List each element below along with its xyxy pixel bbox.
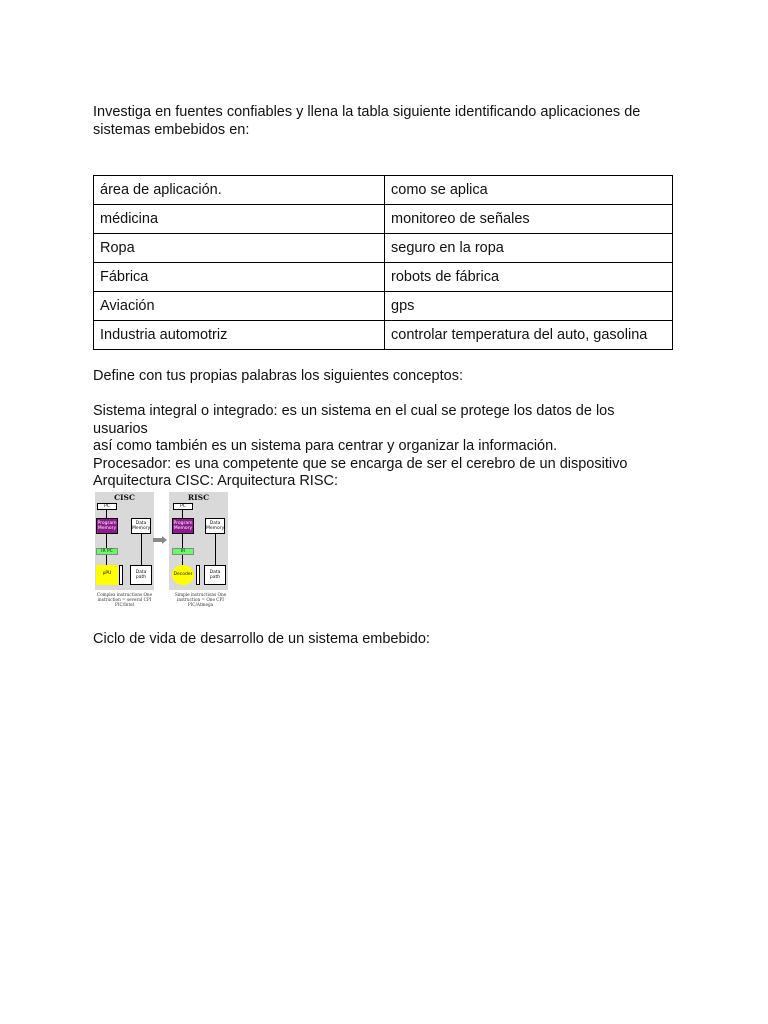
cisc-upu-box: µPU (96, 565, 118, 585)
table-row (94, 234, 673, 263)
risc-data-memory: Data Memory (205, 518, 225, 534)
cell-como-se-aplica: controlar temperatura del auto, gasolina (385, 321, 673, 350)
cell-como-se-aplica: como se aplica (385, 176, 673, 205)
table-row (94, 292, 673, 321)
risc-decoder-box: Decoder (172, 565, 194, 585)
define-heading: Define con tus propias palabras los siguientes conceptos: (93, 368, 463, 384)
concept-sistema-line1: Sistema integral o integrado: es un sistema en el cual se protege los datos de los usuarios (93, 403, 615, 437)
cisc-ir-box: IR PC (96, 548, 118, 555)
cell-area: área de aplicación. (94, 176, 385, 205)
cisc-panel (95, 492, 154, 590)
arrow-right-icon (153, 536, 167, 544)
risc-register (196, 565, 200, 585)
concept-arquitectura: Arquitectura CISC: Arquitectura RISC: (93, 473, 338, 489)
cell-como-se-aplica: gps (385, 292, 673, 321)
cell-como-se-aplica: monitoreo de señales (385, 205, 673, 234)
cell-como-se-aplica: seguro en la ropa (385, 234, 673, 263)
cell-como-se-aplica: robots de fábrica (385, 263, 673, 292)
intro-paragraph: Investiga en fuentes confiables y llena la tabla siguiente identificando aplicaciones de sistemas embebidos en: (93, 104, 641, 138)
applications-table (93, 175, 673, 350)
concepts-block (93, 403, 673, 491)
table-row (94, 205, 673, 234)
table-row (94, 176, 673, 205)
risc-caption: Simple instructions One instruction = One CPI PIC/Atmega (174, 592, 227, 607)
cisc-register (119, 565, 123, 585)
concept-sistema-line2: así como también es un sistema para centrar y organizar la información. (93, 438, 558, 454)
cell-area: médicina (94, 205, 385, 234)
risc-title: RISC (187, 493, 210, 502)
cell-area: Industria automotriz (94, 321, 385, 350)
cisc-program-memory: Program Memory (96, 518, 118, 534)
table-row (94, 321, 673, 350)
cisc-title: CISC (114, 493, 135, 502)
risc-ir-box: IR (172, 548, 194, 555)
cell-area: Aviación (94, 292, 385, 321)
cisc-caption: Complex instructions One instruction = several CPI PIC/Intel (96, 592, 153, 607)
lifecycle-heading: Ciclo de vida de desarrollo de un sistema embebido: (93, 631, 430, 647)
cisc-data-path: Data path (130, 565, 152, 585)
risc-pc-box: PC (173, 503, 193, 510)
cell-area: Fábrica (94, 263, 385, 292)
risc-panel (169, 492, 228, 590)
risc-program-memory: Program Memory (172, 518, 194, 534)
cisc-risc-diagram (93, 492, 233, 610)
cisc-pc-box: PC (97, 503, 117, 510)
cell-area: Ropa (94, 234, 385, 263)
concept-procesador: Procesador: es una competente que se encarga de ser el cerebro de un dispositivo (93, 455, 628, 472)
table-row (94, 263, 673, 292)
risc-data-path: Data path (204, 565, 226, 585)
cisc-data-memory: Data Memory (131, 518, 151, 534)
